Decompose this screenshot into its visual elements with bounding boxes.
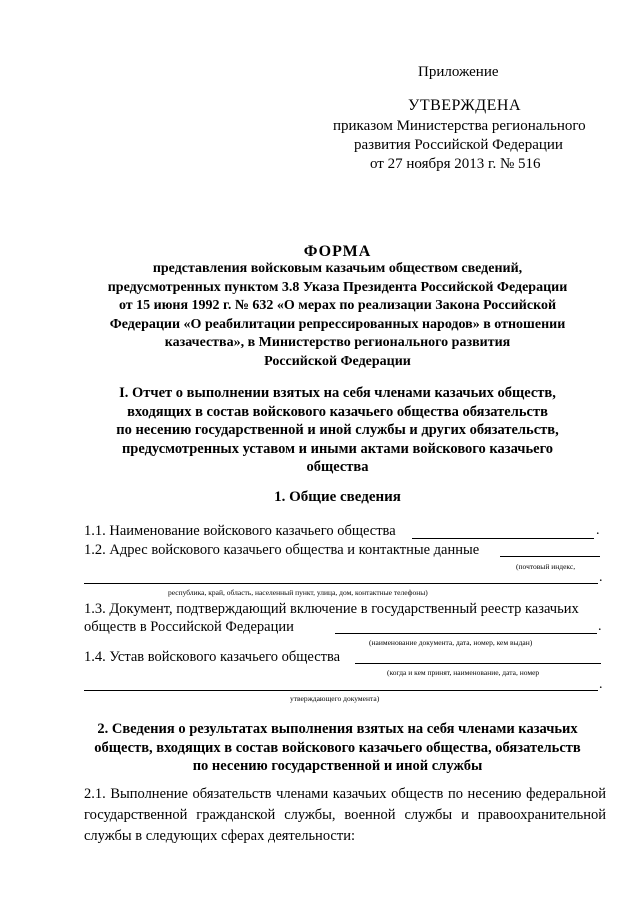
field-1-3-label-cont: обществ в Российской Федерации xyxy=(84,619,294,635)
approval-line: от 27 ноября 2013 г. № 516 xyxy=(370,156,541,172)
appendix-label: Приложение xyxy=(418,64,499,80)
period: . xyxy=(596,523,600,538)
field-1-2-input-line-2[interactable] xyxy=(84,583,598,584)
form-subtitle-line: представления войсковым казачьим обществом сведений, xyxy=(152,261,523,276)
form-subtitle-line: предусмотренных пунктом 3.8 Указа Президента Российской Федерации xyxy=(107,279,568,295)
form-title: ФОРМА xyxy=(303,243,372,260)
form-subtitle-line: казачества», в Министерство регионального развития xyxy=(164,335,511,351)
form-subtitle-line: Российской Федерации xyxy=(264,353,411,369)
field-1-4-label: 1.4. Устав войскового казачьего общества xyxy=(84,649,341,665)
section-1-title-line: по несению государственной и иной службы и других обязательств, xyxy=(116,422,559,439)
form-subtitle xyxy=(60,260,615,372)
section-1-title-line: предусмотренных уставом и иными актами войскового казачьего xyxy=(121,440,554,457)
field-1-2-input-line[interactable] xyxy=(500,556,600,557)
field-1-2-label: 1.2. Адрес войскового казачьего общества и контактные данные xyxy=(84,542,480,558)
section-1-title-line: входящих в состав войскового казачьего общества обязательств xyxy=(127,403,548,420)
paragraph-2-1: 2.1. Выполнение обязательств членами казачьих обществ по несению федеральной государственной гражданской службы, военной службы и правоохранительной службы в следующих сферах деятельности: xyxy=(84,786,606,844)
field-1-2-note: республика, край, область, населенный пункт, улица, дом, контактные телефоны) xyxy=(168,588,428,597)
approval-line: приказом Министерства регионального xyxy=(333,118,586,134)
section-1-title xyxy=(60,384,615,477)
field-1-3-note: (наименование документа, дата, номер, кем выдан) xyxy=(369,638,533,647)
approval-title: УТВЕРЖДЕНА xyxy=(408,97,522,114)
field-1-2-note: (почтовый индекс, xyxy=(516,562,576,571)
section-1-title-line: I. Отчет о выполнении взятых на себя членами казачьих обществ, xyxy=(119,385,556,401)
approval-line: развития Российской Федерации xyxy=(354,137,563,153)
period: . xyxy=(598,619,602,634)
field-1-3-label: 1.3. Документ, подтверждающий включение в государственный реестр казачьих xyxy=(84,601,579,617)
section-2-title-line: 2. Сведения о результатах выполнения взятых на себя членами казачьих xyxy=(97,721,578,737)
form-subtitle-line: от 15 июня 1992 г. № 632 «О мерах по реализации Закона Российской xyxy=(118,298,557,314)
field-1-1-label: 1.1. Наименование войскового казачьего общества xyxy=(84,523,396,539)
form-subtitle-line: Федерации «О реабилитации репрессированных народов» в отношении xyxy=(109,316,566,332)
section-1-title-line: общества xyxy=(306,459,369,476)
section-2-title-line: обществ, входящих в состав войскового казачьего общества, обязательств xyxy=(94,739,581,756)
period: . xyxy=(599,570,603,585)
period: . xyxy=(599,677,603,692)
section-2-title xyxy=(60,720,615,776)
field-1-1-input-line[interactable] xyxy=(412,538,594,539)
field-1-4-input-line[interactable] xyxy=(355,663,601,664)
field-1-4-note: утверждающего документа) xyxy=(290,694,380,703)
field-1-4-note: (когда и кем принят, наименование, дата, номер xyxy=(387,668,540,677)
section-2-title-line: по несению государственной и иной службы xyxy=(192,758,483,775)
general-info-heading: 1. Общие сведения xyxy=(274,489,401,505)
field-1-4-input-line-2[interactable] xyxy=(84,690,598,691)
field-1-3-input-line[interactable] xyxy=(335,633,597,634)
